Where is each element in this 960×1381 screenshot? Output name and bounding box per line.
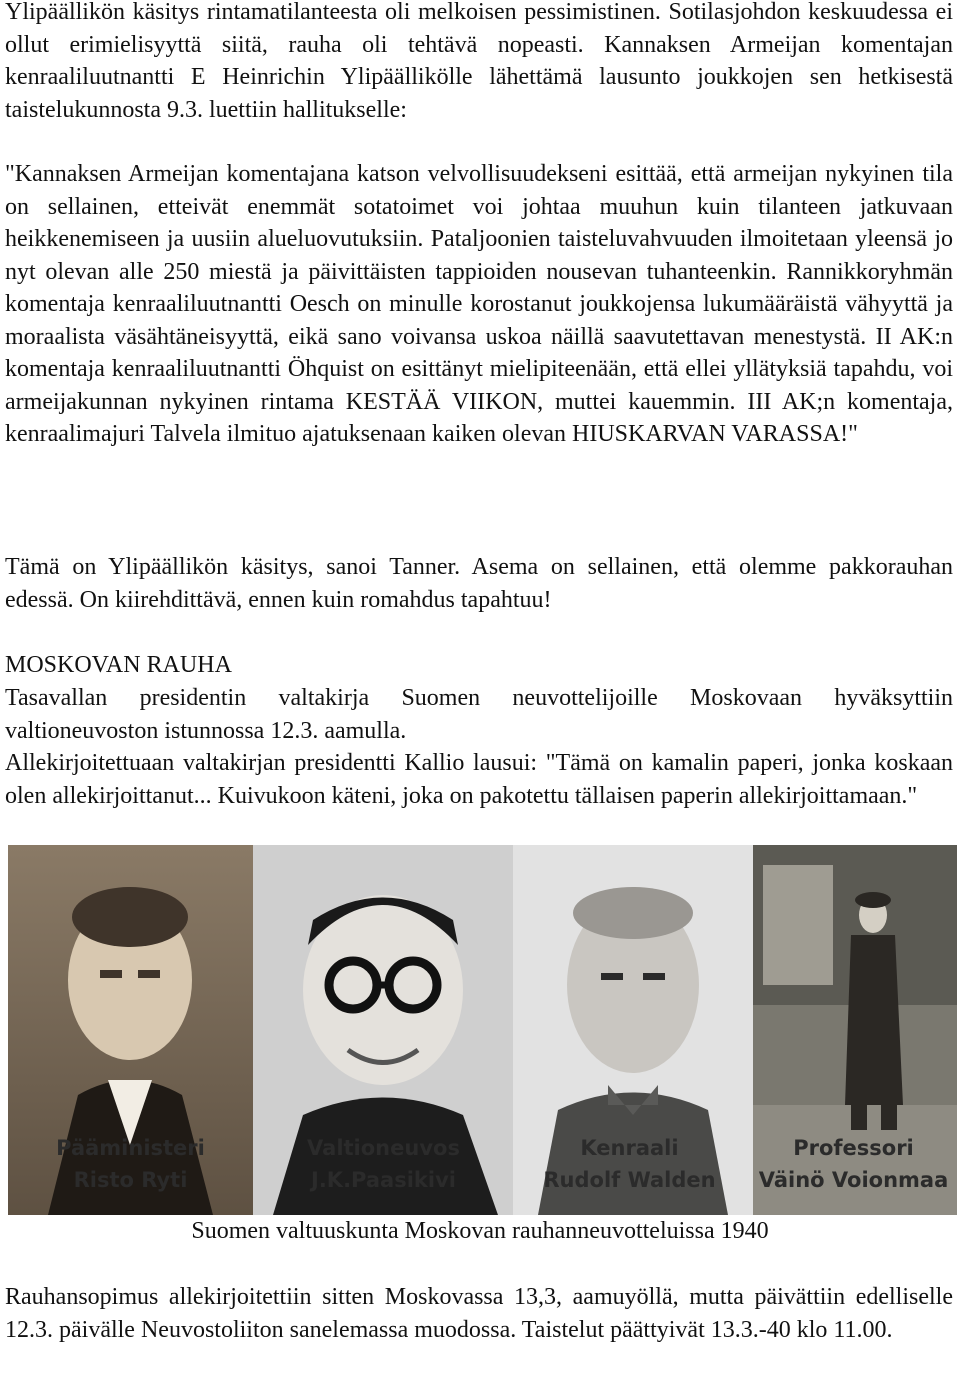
caption-ryti-title: Pääministeri [56, 1136, 205, 1160]
photo-captions [8, 1132, 957, 1212]
caption-walden-name: Rudolf Walden [543, 1168, 716, 1192]
caption-walden-title: Kenraali [580, 1136, 679, 1160]
paragraph-peace-treaty: Rauhansopimus allekirjoitettiin sitten Moskovassa 13,3, aamuyöllä, mutta päivättiin edelliselle 12.3. päivälle Neuvostoliiton sanelemassa muodossa. Taistelut päättyivät 13.3.-40 klo 11.00. [5, 1284, 953, 1343]
caption-voionmaa-title: Professori [793, 1136, 914, 1160]
caption-ryti [13, 1132, 248, 1196]
section-heading-moskovan-rauha: MOSKOVAN RAUHA [5, 652, 232, 678]
paragraph-heinrichs-quote: "Kannaksen Armeijan komentajana katson velvollisuudekseni esittää, että armeijan nykyinen tila on sellainen, etteivät enemmät sotatoimet voi johtaa muuhun kuin tilanteen jatkuvaan heikkenemiseen ja uusiin alueluovutuksiin. Pataljoonien taisteluvahvuuden ilmoitetaan yleensä jo nyt olevan alle 250 miestä ja päivittäisten tappioiden nousevan tuhanteenkin. Rannikkoryhmän komentaja kenraaliluutnantti Oesch on minulle korostanut joukkojensa lukumääräistä vähyyttä ja moraalista väsähtäneisyyttä, eikä sano voivansa uskoa näillä saavutettavan menestystä. II AK:n komentaja kenraaliluutnantti Öhquist on esittänyt mielipiteenään, että ellei yllätyksiä tapahdu, voi armeijakunnan nykyinen rintama KESTÄÄ VIIKON, muttei kauemmin. III AK;n komentaja, kenraalimajuri Talvela ilmituo ajatuksenaan kaiken olevan HIUSKARVAN VARASSA!" [5, 161, 953, 447]
delegation-photo [8, 845, 957, 1215]
caption-voionmaa [736, 1132, 957, 1196]
caption-voionmaa-name: Väinö Voionmaa [758, 1168, 949, 1192]
paragraph-kallio-quote: Allekirjoitettuaan valtakirjan presidentti Kallio lausui: "Tämä on kamalin paperi, jonka koskaan olen allekirjoittanut... Kuivukoon käteni, joka on pakotettu tällaisen paperin allekirjoittamaan." [5, 750, 953, 809]
paragraph-tanner: Tämä on Ylipäällikön käsitys, sanoi Tanner. Asema on sellainen, että olemme pakkorauhan edessä. On kiirehdittävä, ennen kuin romahdus tapahtuu! [5, 554, 953, 613]
caption-paasikivi-name: J.K.Paasikivi [311, 1168, 456, 1192]
caption-ryti-name: Risto Ryti [73, 1168, 188, 1192]
paragraph-intro: Ylipäällikön käsitys rintamatilanteesta oli melkoisen pessimistinen. Sotilasjohdon keskuudessa ei ollut erimielisyyttä siitä, rauha oli tehtävä nopeasti. Kannaksen Armeijan komentajan kenraaliluutnantti E Heinrichin Ylipäällikölle lähettämä lausunto joukkojen sen hetkisestä taistelukunnosta 9.3. luettiin hallitukselle: [5, 0, 953, 123]
photo-caption: Suomen valtuuskunta Moskovan rauhanneuvotteluissa 1940 [191, 1218, 769, 1244]
paragraph-valtakirja: Tasavallan presidentin valtakirja Suomen neuvottelijoille Moskovaan hyväksyttiin valtioneuvoston istunnossa 12.3. aamulla. [5, 685, 953, 744]
caption-paasikivi [266, 1132, 501, 1196]
caption-walden [512, 1132, 747, 1196]
caption-paasikivi-title: Valtioneuvos [307, 1136, 460, 1160]
